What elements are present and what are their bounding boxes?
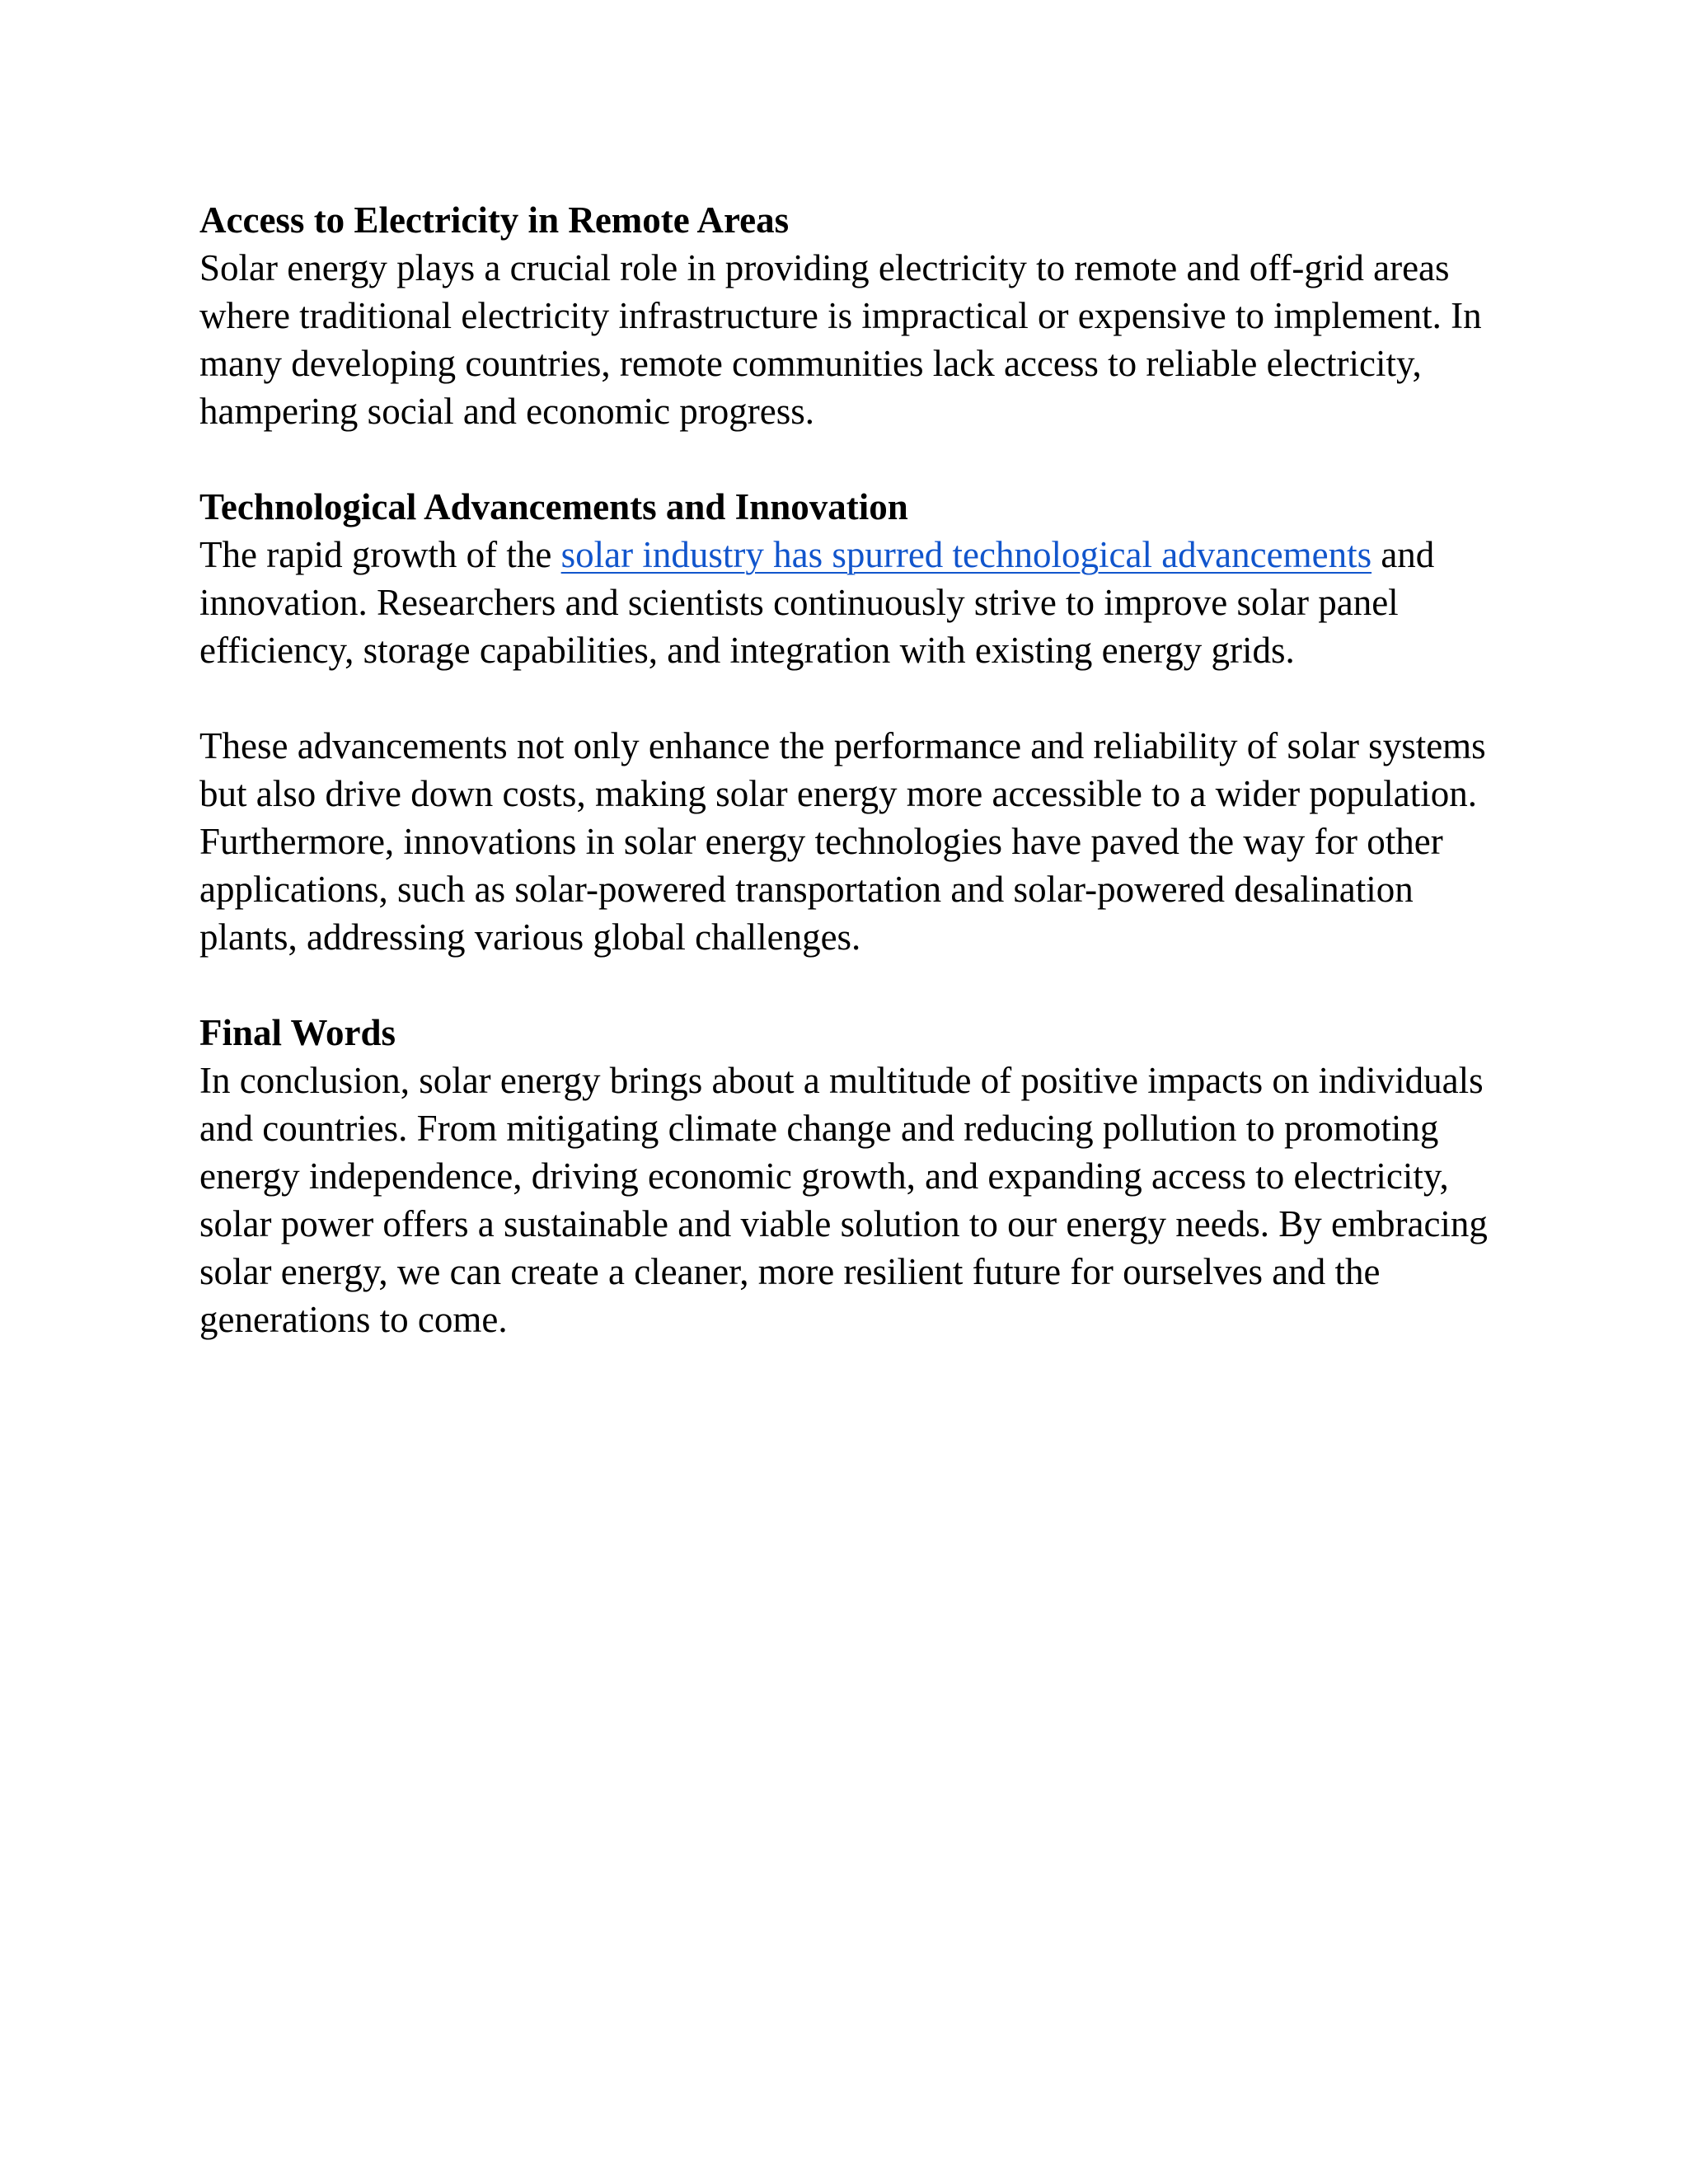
section-remote-access	[199, 196, 1518, 435]
solar-industry-link[interactable]: solar industry has spurred technological advancements	[560, 534, 1372, 575]
section-technology	[199, 483, 1518, 961]
section-heading: Technological Advancements and Innovation	[199, 486, 908, 527]
paragraph: Solar energy plays a crucial role in providing electricity to remote and off-grid areas where traditional electricity infrastructure is impractical or expensive to implement. In many developing countries, remote communities lack access to reliable electricity, hampering social and economic progress.	[199, 247, 1482, 432]
paragraph-text: The rapid growth of the	[199, 534, 561, 575]
paragraph: In conclusion, solar energy brings about a multitude of positive impacts on individuals and countries. From mitigating climate change and reducing pollution to promoting energy independence, driving economic growth, and expanding access to electricity, solar power offers a sustainable and viable solution to our energy needs. By embracing solar energy, we can create a cleaner, more resilient future for ourselves and the generations to come.	[199, 1060, 1488, 1340]
section-final-words	[199, 1009, 1518, 1343]
paragraph-text: and innovation. Researchers and scientists continuously strive to improve solar panel efficiency, storage capabilities, and integration with existing energy grids.	[199, 534, 1435, 671]
section-heading: Final Words	[199, 1012, 396, 1053]
paragraph-with-link	[199, 531, 1518, 674]
section-heading: Access to Electricity in Remote Areas	[199, 199, 790, 241]
paragraph: These advancements not only enhance the performance and reliability of solar systems but also drive down costs, making solar energy more accessible to a wider population. Furthermore, innovations in solar energy technologies have paved the way for other applications, such as solar-powered transportation and solar-powered desalination plants, addressing various global challenges.	[199, 725, 1486, 958]
document-body	[199, 196, 1518, 1391]
